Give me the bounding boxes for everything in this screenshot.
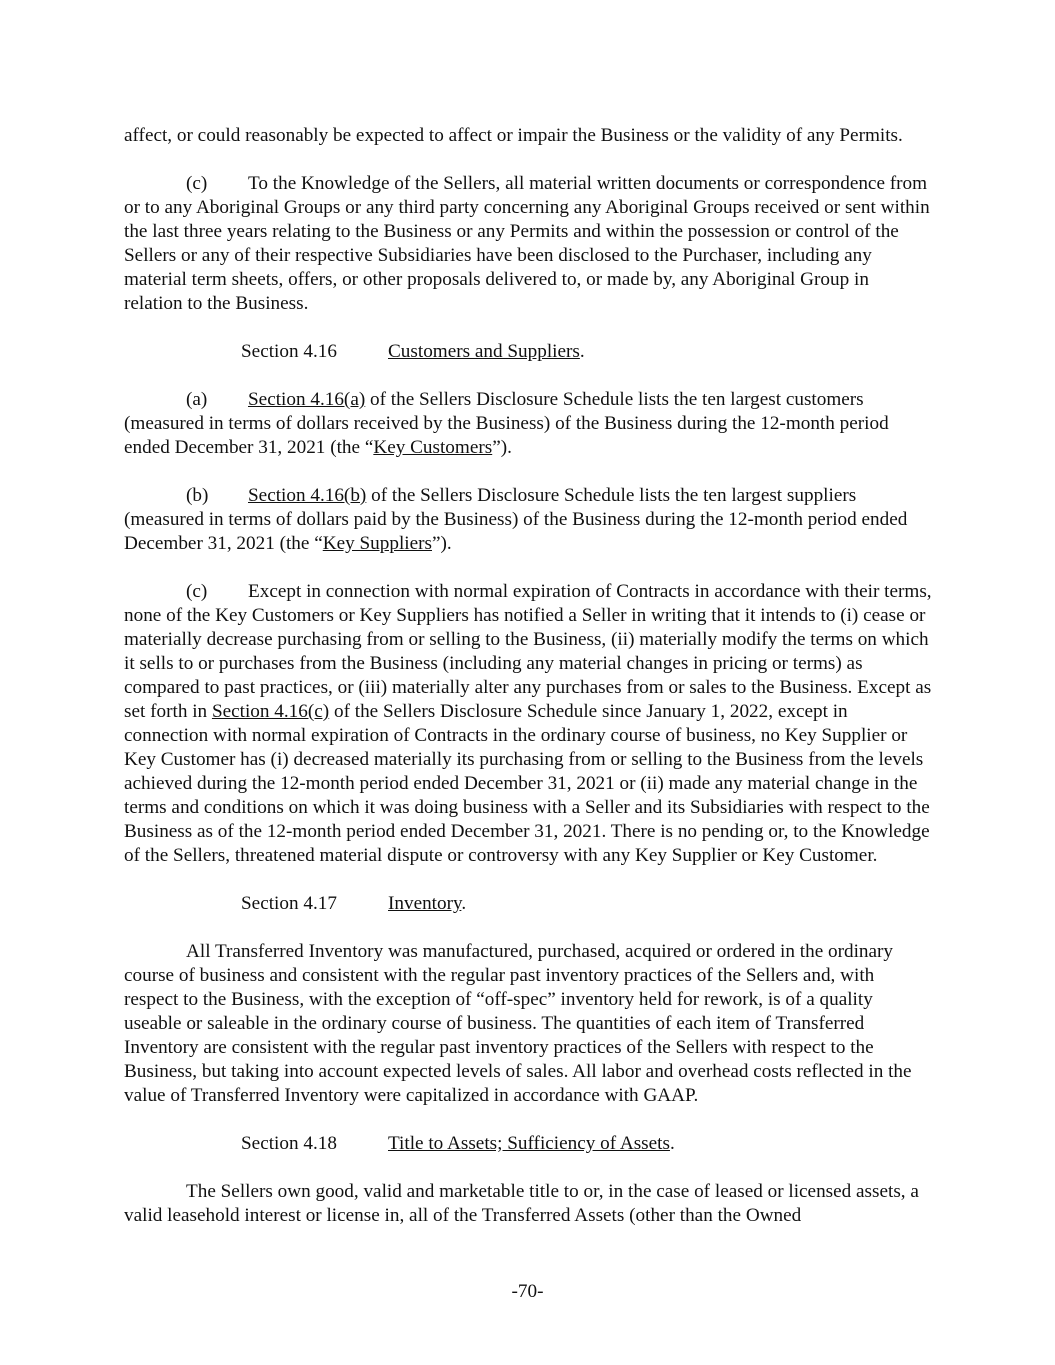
section-heading-4-18 xyxy=(124,1132,932,1156)
subsection-label: (c) xyxy=(186,581,208,602)
paragraph-text-end: of the Sellers Disclosure Schedule since January 1, 2022, except in connection with normal expiration of Contracts in the ordinary course of business, no Key Supplier or Key Customer has (i) decreased materially its purchasing from or selling to the Business from the levels achieved during the 12-month period ended December 31, 2021 or (ii) made any material change in the terms and conditions on which it was doing business with a Seller and its Subsidiaries with respect to the Business as of the 12-month period ended December 31, 2021. There is no pending or, to the Knowledge of the Sellers, threatened material dispute or controversy with any Key Supplier or Key Customer. xyxy=(124,701,930,866)
section-heading-4-16 xyxy=(124,340,932,364)
paragraph-4-17: All Transferred Inventory was manufactured, purchased, acquired or ordered in the ordinary course of business and consistent with the regular past inventory practices of the Sellers and, with respect to the Business, with the exception of “off-spec” inventory held for rework, is of a quality useable or saleable in the ordinary course of business. The quantities of each item of Transferred Inventory are consistent with the regular past inventory practices of the Sellers with respect to the Business, but taking into account expected levels of sales. All labor and overhead costs reflected in the value of Transferred Inventory were capitalized in accordance with GAAP. xyxy=(124,941,912,1106)
paragraph-4-16-a xyxy=(124,388,932,460)
section-title: Title to Assets; Sufficiency of Assets xyxy=(388,1133,670,1154)
paragraph-4-15-c xyxy=(124,172,932,316)
section-number: Section 4.18 xyxy=(241,1133,337,1154)
paragraph-4-18: The Sellers own good, valid and marketable title to or, in the case of leased or licensed assets, a valid leasehold interest or license in, all of the Transferred Assets (other than the Owned xyxy=(124,1181,919,1226)
section-title: Inventory xyxy=(388,893,462,914)
paragraph-text: of the Sellers Disclosure Schedule lists the ten largest customers (measured in terms of dollars received by the Business) of the Business during the 12-month period ended December 31, 2021 (the “ xyxy=(124,389,889,458)
section-reference: Section 4.16(b) xyxy=(248,485,367,506)
paragraph-continuation: affect, or could reasonably be expected to affect or impair the Business or the validity of any Permits. xyxy=(124,125,903,146)
page-number: -70- xyxy=(511,1281,544,1302)
section-title-punct: . xyxy=(669,1133,675,1154)
section-title-punct: . xyxy=(461,893,467,914)
section-number: Section 4.17 xyxy=(241,893,337,914)
section-title-punct: . xyxy=(579,341,585,362)
paragraph-text-end: ”). xyxy=(432,533,452,554)
defined-term: Key Suppliers xyxy=(322,533,432,554)
paragraph-4-16-c xyxy=(124,580,932,868)
paragraph-text: of the Sellers Disclosure Schedule lists the ten largest suppliers (measured in terms of dollars paid by the Business) of the Business during the 12-month period ended December 31, 2021 (the “ xyxy=(124,485,908,554)
section-reference: Section 4.16(c) xyxy=(211,701,330,722)
paragraph-text: To the Knowledge of the Sellers, all material written documents or correspondence from or to any Aboriginal Groups or any third party concerning any Aboriginal Groups received or sent within the last three years relating to the Business or any Permits and within the possession or control of the Sellers or any of their respective Subsidiaries have been disclosed to the Purchaser, including any material term sheets, offers, or other proposals delivered to, or made by, any Aboriginal Group in relation to the Business. xyxy=(124,173,930,314)
section-heading-4-17 xyxy=(124,892,932,916)
subsection-label: (b) xyxy=(186,485,209,506)
subsection-label: (c) xyxy=(186,173,208,194)
subsection-label: (a) xyxy=(186,389,208,410)
defined-term: Key Customers xyxy=(373,437,493,458)
section-reference: Section 4.16(a) xyxy=(248,389,366,410)
section-title: Customers and Suppliers xyxy=(388,341,580,362)
paragraph-text-end: ”). xyxy=(492,437,512,458)
paragraph-text: Except in connection with normal expiration of Contracts in accordance with their terms, none of the Key Customers or Key Suppliers has notified a Seller in writing that it intends to (i) cease or materially decrease purchasing from or selling to the Business, (ii) materially modify the terms on which it sells to or purchases from the Business (including any material changes in pricing or terms) as compared to past practices, or (iii) materially alter any purchases from or sales to the Business. Except as set forth in xyxy=(124,581,932,722)
body-text xyxy=(124,124,932,1252)
paragraph-4-16-b xyxy=(124,484,932,556)
section-number: Section 4.16 xyxy=(241,341,337,362)
